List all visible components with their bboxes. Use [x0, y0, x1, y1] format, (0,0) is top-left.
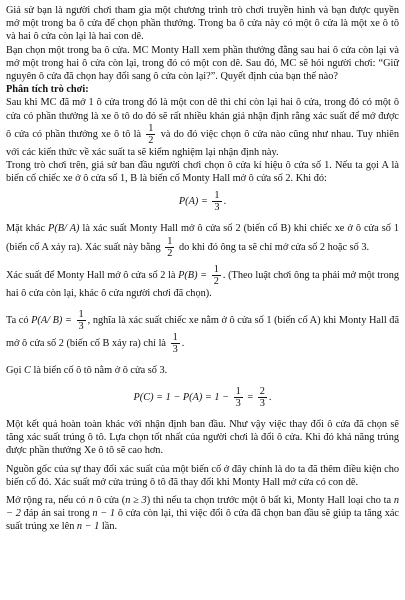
math-expression: n ≥ 3 [125, 495, 147, 507]
fraction-one-third [171, 332, 180, 355]
fraction-denominator: 2 [213, 275, 219, 287]
equation-equals: = [247, 391, 254, 403]
text-segment: Mở rộng ra, nếu có [6, 495, 86, 507]
text-segment: Xác suất để Monty Hall mở ô cửa số 2 là [6, 269, 176, 281]
math-expression: P(B) = [178, 269, 208, 281]
fraction-two-thirds [258, 386, 267, 409]
equation-pc [6, 386, 399, 409]
analysis-paragraph-6 [6, 364, 399, 377]
analysis-paragraph-8: Nguồn gốc của sự thay đổi xác suất của một biến cố ở đây chính là do ta đã thêm điều kiện cho biến cố đó. Xác suất mở cửa trúng ô tô đã thay đổi khi Monty Hall mở cửa có con dê. [6, 463, 399, 488]
math-expression: n − 1 [76, 521, 100, 533]
equation-end: . [223, 196, 227, 208]
text-segment: là xác suất Monty Hall mở ô cửa số 2 (biến cố B) khi chiếc xe ở ô cửa số 1 (biến cố A xảy ra). Xác suất này bằng [6, 223, 400, 253]
fraction-denominator: 2 [167, 247, 173, 259]
fraction-numerator: 2 [259, 386, 265, 398]
text-segment: Ta có [6, 314, 29, 326]
equation-end: . [268, 391, 272, 403]
fraction-denominator: 3 [172, 343, 178, 355]
math-expression: n − 1 [92, 508, 116, 520]
fraction-denominator: 3 [214, 202, 220, 214]
equation-pa [6, 190, 399, 213]
text-segment: là biến cố ô tô nằm ở ô cửa số 3. [33, 364, 168, 376]
fraction-numerator: 1 [172, 331, 178, 343]
math-variable: C [24, 364, 31, 376]
fraction-one-third [77, 309, 86, 332]
analysis-paragraph-2: Trong trò chơi trên, giả sử ban đầu người chơi chọn ô cửa kí hiệu ô cửa số 1. Nếu ta gọi A là biến cố chiếc xe ở ô cửa số 1, B là biến cố Monty Hall mở ô cửa số 2. Khi đó: [6, 160, 399, 185]
fraction-one-half [146, 123, 155, 146]
fraction-denominator: 3 [259, 398, 265, 410]
analysis-paragraph-5 [6, 309, 399, 355]
fraction-numerator: 1 [214, 190, 220, 202]
math-expression: n − 2 [6, 495, 400, 520]
text-segment: Gọi [6, 364, 22, 376]
equation-lhs: P(A) = [178, 196, 208, 208]
fraction-one-half [165, 236, 174, 259]
text-segment: Mặt khác [6, 223, 46, 235]
text-segment: và do đó việc chọn ô cửa nào cũng như nhau. Tuy nhiên với các kiến thức về xác suất ta sẽ kiểm nghiệm lại nhận định này. [6, 128, 400, 158]
fraction-one-third [212, 190, 221, 213]
equation-lhs: P(C) = 1 − P(A) = 1 − [133, 391, 230, 403]
analysis-paragraph-3 [6, 222, 399, 258]
text-segment: ô cửa ( [96, 495, 126, 507]
math-variable: n [88, 495, 94, 507]
text-segment: . (Theo luật chơi ông ta phải mở một trong hai ô cửa còn lại, khác ô cửa người chơi đã chọn). [6, 269, 400, 299]
fraction-one-half [212, 264, 221, 287]
fraction-numerator: 1 [235, 386, 241, 398]
fraction-denominator: 3 [78, 320, 84, 332]
analysis-paragraph-7: Một kết quả hoàn toàn khác với nhận định ban đầu. Như vậy việc thay đổi ô cửa đã chọn sẽ tăng xác suất trúng ô tô. Lựa chọn tốt nhất của người chơi là đổi ô cửa. Khi đó khả năng trúng được phần thưởng Xe ô tô sẽ cao hơn. [6, 419, 399, 457]
fraction-denominator: 3 [235, 398, 241, 410]
analysis-paragraph-1 [6, 96, 399, 159]
math-expression: P(A/ B) = [31, 314, 72, 326]
fraction-denominator: 2 [148, 134, 154, 146]
fraction-numerator: 1 [78, 308, 84, 320]
text-segment: ) thì nếu ta chọn trước một ô bất kì, Monty Hall loại cho ta [146, 495, 392, 507]
analysis-heading: Phân tích trò chơi: [6, 84, 89, 96]
analysis-paragraph-4 [6, 264, 399, 300]
intro-paragraph-1: Giả sử bạn là người chơi tham gia một chương trình trò chơi truyền hình và bạn được quyền mở một trong ba ô cửa để chọn phần thưởng. Trong ba ô cửa này có một ô cửa là một xe ô tô và hai ô cửa còn lại là hai con dê. [6, 5, 399, 43]
text-segment: lần. [101, 521, 118, 533]
text-segment: do khi đó ông ta sẽ chỉ mở cửa số 2 hoặc số 3. [179, 241, 370, 253]
math-expression: P(B/ A) [48, 223, 80, 235]
fraction-numerator: 1 [167, 235, 173, 247]
analysis-paragraph-9 [6, 494, 399, 534]
fraction-numerator: 1 [148, 122, 154, 134]
text-segment: Sau khi MC đã mở 1 ô cửa trong đó là một con dê thì chỉ còn lại hai ô cửa, trong đó có một ô cửa có phần thưởng là xe ô tô do đó sẽ rất nhiều khán giả nhận định rằng xác suất để mở được ô cửa có phần thưởng xe ô tô là [6, 97, 399, 140]
text-segment: ô cửa còn lại, thì việc đổi ô cửa đã chọn ban đầu sẽ giúp ta tăng xác suất trúng xe lên [6, 508, 399, 533]
intro-paragraph-2: Bạn chọn một trong ba ô cửa. MC Monty Hall xem phần thưởng đằng sau hai ô cửa còn lại và mở một trong hai ô cửa còn lại, trong đó có một con dê. Sau đó, MC sẽ hỏi người chơi: “Giữ nguyên ô cửa đã chọn hay đổi sang ô cửa còn lại?”. Quyết định của bạn thế nào? [6, 44, 399, 83]
text-segment: đáp án sai trong [23, 508, 90, 520]
fraction-numerator: 1 [213, 263, 219, 275]
text-segment: , nghĩa là xác suất chiếc xe nằm ở ô cửa số 1 (biến cố A) khi Monty Hall đã mở ô cửa số 2 (biến cố B xảy ra) chỉ là [6, 314, 400, 349]
text-segment: . [181, 337, 185, 349]
fraction-one-third [234, 386, 243, 409]
